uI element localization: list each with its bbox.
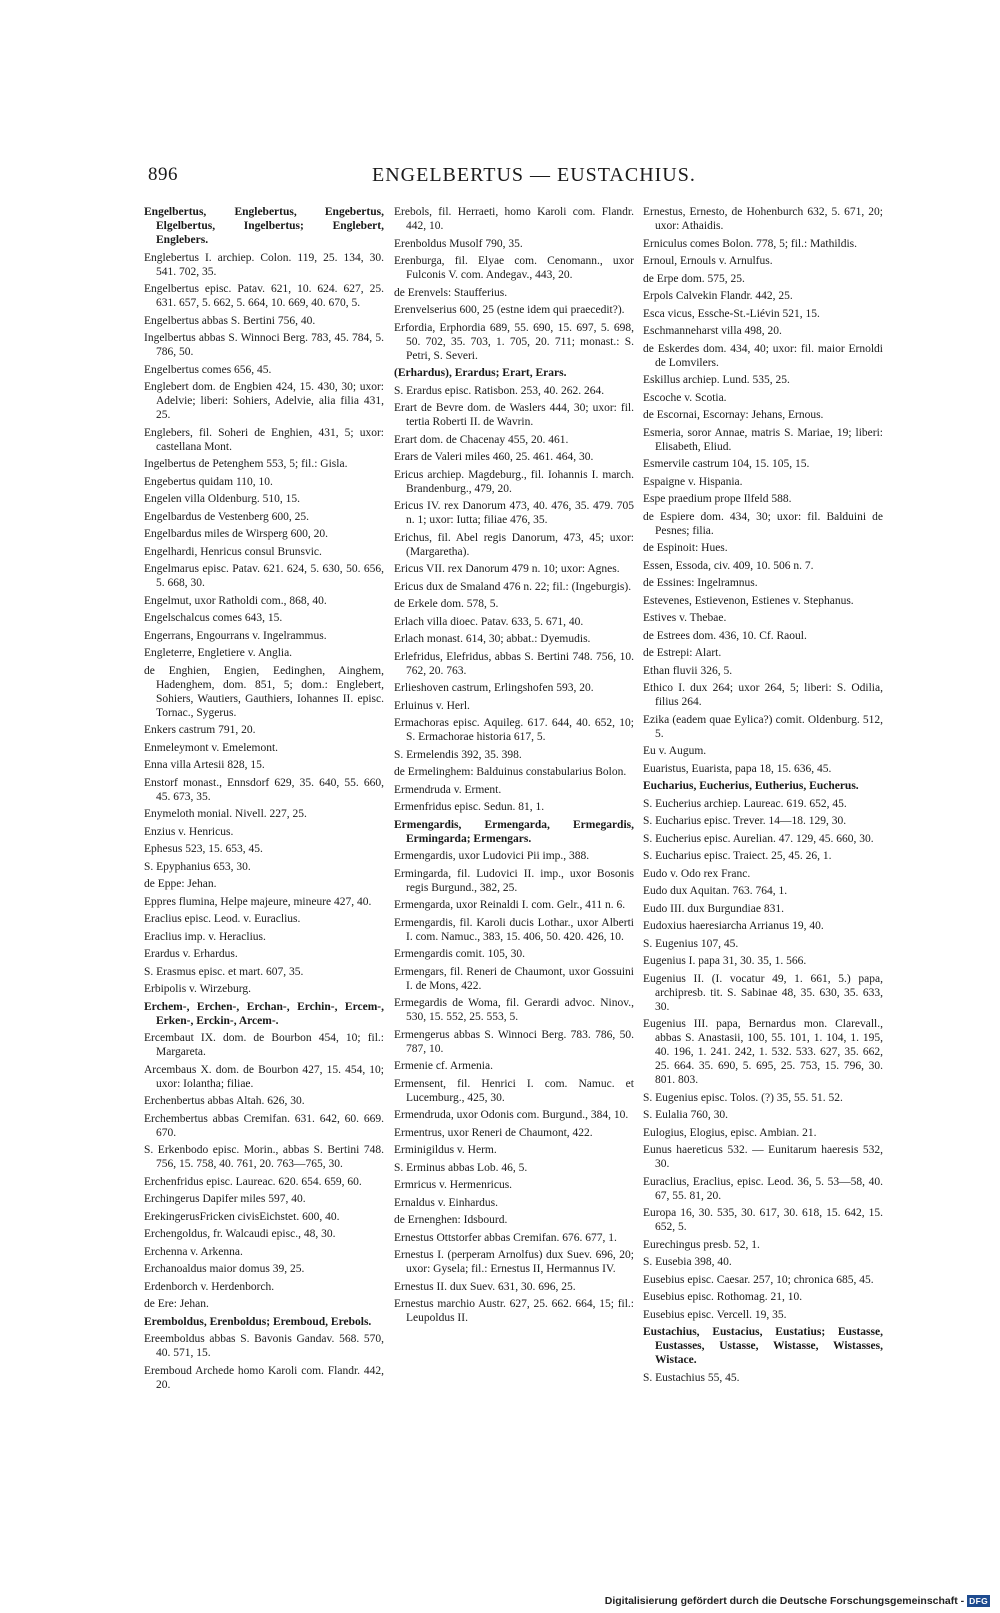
page-number: 896 <box>148 164 178 185</box>
index-entry: Erardus v. Erhardus. <box>144 948 238 960</box>
index-entry: Esmeria, soror Annae, matris S. Mariae, 19; liberi: Elisabeth, Eliud. <box>643 426 883 453</box>
index-entry: Eudo III. dux Burgundiae 831. <box>643 902 784 915</box>
index-entry: Eulogius, Elogius, episc. Ambian. 21. <box>643 1126 817 1139</box>
index-entry: Ercembaut IX. dom. de Bourbon 454, 10; fil.: Margareta. <box>144 1032 384 1058</box>
index-entry: Espaigne v. Hispania. <box>643 475 743 488</box>
index-entry: Ernestus marchio Austr. 627, 25. 662. 664, 15; fil.: Leupoldus II. <box>394 1298 634 1324</box>
index-entry: Erchingerus Dapifer miles 597, 40. <box>144 1193 306 1205</box>
index-entry: S. Eustachius 55, 45. <box>643 1371 740 1384</box>
index-entry: Ericus VII. rex Danorum 479 n. 10; uxor: Agnes. <box>394 563 620 575</box>
index-entry: de Erenvels: Staufferius. <box>394 286 508 299</box>
index-entry: Ernestus I. (perperam Arnolfus) dux Suev. 696, 20; uxor: Gysela; fil.: Ernestus II, Hermannus IV. <box>394 1249 634 1275</box>
index-entry: Engelbertus episc. Patav. 621, 10. 624. 627, 25. 631. 657, 5. 662, 5. 664, 10. 669, 40. 670, 5. <box>144 283 384 309</box>
index-entry: S. Erminus abbas Lob. 46, 5. <box>394 1161 528 1174</box>
index-entry: Esca vicus, Essche-St.-Liévin 521, 15. <box>643 307 820 320</box>
index-entry: Erlefridus, Elefridus, abbas S. Bertini 748. 756, 10. 762, 20. 763. <box>394 650 634 677</box>
index-entry: Engerrans, Engourrans v. Ingelrammus. <box>144 629 327 642</box>
index-entry: Erenburga, fil. Elyae com. Cenomann., uxor Fulconis V. com. Andegav., 443, 20. <box>394 255 634 281</box>
index-entry: S. Eugenius episc. Tolos. (?) 35, 55. 51. 52. <box>643 1091 843 1104</box>
index-entry: Arcembaus X. dom. de Bourbon 427, 15. 454, 10; uxor: Iolantha; filiae. <box>144 1063 384 1090</box>
index-entry: Ernestus II. dux Suev. 631, 30. 696, 25. <box>394 1280 576 1293</box>
index-entry: Essen, Essoda, civ. 409, 10. 506 n. 7. <box>643 559 814 572</box>
index-entry: de Erpe dom. 575, 25. <box>643 272 745 285</box>
index-entry: Ephesus 523, 15. 653, 45. <box>144 843 263 855</box>
index-entry: Engelbardus de Vestenberg 600, 25. <box>144 510 310 523</box>
index-entry: de Eppe: Jehan. <box>144 878 217 890</box>
index-entry: Engelbardus miles de Wirsperg 600, 20. <box>144 528 329 540</box>
index-entry: Erlach monast. 614, 30; abbat.: Dyemudis. <box>394 633 591 645</box>
index-column-3 <box>643 205 883 1388</box>
page-header <box>148 164 696 190</box>
index-entry: Eskillus archiep. Lund. 535, 25. <box>643 374 790 386</box>
index-entry: Ernaldus v. Einhardus. <box>394 1196 499 1209</box>
index-entry: Eu v. Augum. <box>643 745 707 757</box>
index-entry: Eppres flumina, Helpe majeure, mineure 427, 40. <box>144 895 372 908</box>
index-entry: Estevenes, Estievenon, Estienes v. Stephanus. <box>643 594 854 607</box>
index-entry: Erart dom. de Chacenay 455, 20. 461. <box>394 433 569 446</box>
index-entry: Eusebius episc. Vercell. 19, 35. <box>643 1308 787 1321</box>
index-entry: Euaristus, Euarista, papa 18, 15. 636, 45. <box>643 762 832 775</box>
index-entry: Ermengars, fil. Reneri de Chaumont, uxor Gossuini I. de Mons, 422. <box>394 965 634 992</box>
index-entry: Enna villa Artesii 828, 15. <box>144 759 265 771</box>
index-entry: Eurechingus presb. 52, 1. <box>643 1238 760 1251</box>
index-column-2 <box>394 205 634 1329</box>
index-entry: S. Eucherius episc. Aurelian. 47. 129, 45. 660, 30. <box>643 832 874 845</box>
index-entry: de Ere: Jehan. <box>144 1298 209 1310</box>
index-entry: Ethico I. dux 264; uxor 264, 5; liberi: S. Odilia, filius 264. <box>643 682 883 708</box>
index-entry: Ingelbertus abbas S. Winnoci Berg. 783, 45. 784, 5. 786, 50. <box>144 332 384 358</box>
index-entry: S. Erasmus episc. et mart. 607, 35. <box>144 965 304 978</box>
index-entry: Erlach villa dioec. Patav. 633, 5. 671, 40. <box>394 615 584 628</box>
index-entry: S. Eugenius 107, 45. <box>643 937 739 950</box>
index-heading: (Erhardus), Erardus; Erart, Erars. <box>394 367 567 379</box>
index-entry: Erchenfridus episc. Laureac. 620. 654. 659, 60. <box>144 1175 362 1188</box>
index-entry: Erichus, fil. Abel regis Danorum, 473, 45; uxor: (Margaretha). <box>394 531 634 558</box>
index-entry: S. Epyphanius 653, 30. <box>144 860 251 873</box>
index-entry: Ermengardis, uxor Ludovici Pii imp., 388. <box>394 850 590 862</box>
index-entry: Enkers castrum 791, 20. <box>144 724 256 736</box>
index-entry: S. Eulalia 760, 30. <box>643 1109 728 1121</box>
index-entry: Erfordia, Erphordia 689, 55. 690, 15. 697, 5. 698, 50. 702, 35. 703, 1. 705, 20. 711; monast.: S. Petri, S. Severi. <box>394 321 634 362</box>
index-entry: S. Eucherius archiep. Laureac. 619. 652, 45. <box>643 797 847 810</box>
index-entry: Ermengarda, uxor Reinaldi I. com. Gelr., 411 n. 6. <box>394 899 626 911</box>
index-entry: Enmeleymont v. Emelemont. <box>144 741 279 754</box>
index-entry: Engelmut, uxor Ratholdi com., 868, 40. <box>144 594 327 607</box>
index-entry: Erluinus v. Herl. <box>394 699 470 712</box>
index-entry: Engelschalcus comes 643, 15. <box>144 612 283 624</box>
index-heading: Eucharius, Eucherius, Eutherius, Eucherus. <box>643 780 859 792</box>
index-entry: Euraclius, Eraclius, episc. Leod. 36, 5. 53—58, 40. 67, 55. 81, 20. <box>643 1175 883 1202</box>
index-entry: Engelen villa Oldenburg. 510, 15. <box>144 493 300 505</box>
index-entry: de Estrepi: Alart. <box>643 647 722 659</box>
index-entry: Ermensent, fil. Henrici I. com. Namuc. et Lucemburg., 425, 30. <box>394 1077 634 1104</box>
index-entry: Esmervile castrum 104, 15. 105, 15. <box>643 458 810 470</box>
dfg-logo-icon: DFG <box>969 1596 988 1606</box>
index-entry: Ermenfridus episc. Sedun. 81, 1. <box>394 801 545 813</box>
index-entry: Erchembertus abbas Cremifan. 631. 642, 60. 669. 670. <box>144 1112 384 1139</box>
index-entry: Europa 16, 30. 535, 30. 617, 30. 618, 15. 642, 15. 652, 5. <box>643 1207 883 1233</box>
index-entry: Englebers, fil. Soheri de Enghien, 431, 5; uxor: castellana Mont. <box>144 426 384 453</box>
index-entry: Englebertus I. archiep. Colon. 119, 25. 134, 30. 541. 702, 35. <box>144 251 384 278</box>
index-entry: Ermachoras episc. Aquileg. 617. 644, 40. 652, 10; S. Ermachorae historia 617, 5. <box>394 717 634 743</box>
index-columns <box>136 205 906 1525</box>
index-entry: Erpols Calvekin Flandr. 442, 25. <box>643 290 793 302</box>
index-entry: Ermentrus, uxor Reneri de Chaumont, 422. <box>394 1126 593 1139</box>
index-column-1 <box>144 205 384 1395</box>
index-entry: Ermendruda, uxor Odonis com. Burgund., 384, 10. <box>394 1109 629 1121</box>
index-entry: de Enghien, Engien, Eedinghen, Ainghem, Hadenghem, dom. 851, 5; dom.: Englebert, Sohiers, Wautiers, Gauthiers, Iohannes II. episc. Tornac., Sygerus. <box>144 664 384 719</box>
index-entry: Ernestus, Ernesto, de Hohenburch 632, 5. 671, 20; uxor: Athaidis. <box>643 206 883 232</box>
index-entry: Ernoul, Ernouls v. Arnulfus. <box>643 255 773 267</box>
index-heading: Erchem-, Erchen-, Erchan-, Erchin-, Ercem-, Erken-, Erckin-, Arcem-. <box>144 1000 384 1027</box>
index-heading: Ermengardis, Ermengarda, Ermegardis, Ermingarda; Ermengars. <box>394 818 634 845</box>
index-entry: Escoche v. Scotia. <box>643 391 727 404</box>
funding-note: Digitalisierung gefördert durch die Deutsche Forschungsgemeinschaft - <box>604 1595 965 1607</box>
index-entry: Ericus dux de Smaland 476 n. 22; fil.: (Ingeburgis). <box>394 580 632 593</box>
index-entry: S. Erardus episc. Ratisbon. 253, 40. 262. 264. <box>394 384 605 397</box>
index-entry: Ermenie cf. Armenia. <box>394 1060 493 1072</box>
index-entry: S. Erkenbodo episc. Morin., abbas S. Bertini 748. 756, 15. 758, 40. 761, 20. 763—765, 30. <box>144 1144 384 1170</box>
index-entry: Eugenius I. papa 31, 30. 35, 1. 566. <box>643 955 807 967</box>
index-entry: Enstorf monast., Ennsdorf 629, 35. 640, 55. 660, 45. 673, 35. <box>144 776 384 803</box>
index-entry: Erebols, fil. Herraeti, homo Karoli com. Flandr. 442, 10. <box>394 206 634 232</box>
index-entry: Enzius v. Henricus. <box>144 825 234 838</box>
index-entry: de Ernenghen: Idsbourd. <box>394 1214 508 1226</box>
index-entry: Erenvelserius 600, 25 (estne idem qui praecedit?). <box>394 304 625 316</box>
index-entry: Erars de Valeri miles 460, 25. 461. 464, 30. <box>394 451 594 463</box>
index-entry: de Erkele dom. 578, 5. <box>394 598 499 610</box>
index-entry: Erenboldus Musolf 790, 35. <box>394 237 523 250</box>
index-entry: Ermingarda, fil. Ludovici II. imp., uxor Bosonis regis Burgund., 382, 25. <box>394 867 634 894</box>
index-entry: Ingelbertus de Petenghem 553, 5; fil.: Gisla. <box>144 458 348 470</box>
index-entry: Engelbertus comes 656, 45. <box>144 363 272 376</box>
index-entry: Ereemboldus abbas S. Bavonis Gandav. 568. 570, 40. 571, 15. <box>144 1333 384 1359</box>
index-entry: Engelhardi, Henricus consul Brunsvic. <box>144 545 322 558</box>
footer <box>605 1595 990 1607</box>
index-entry: Eudoxius haeresiarcha Arrianus 19, 40. <box>643 920 824 932</box>
index-entry: de Espiere dom. 434, 30; uxor: fil. Balduini de Pesnes; filia. <box>643 510 883 537</box>
index-entry: Eraclius imp. v. Heraclius. <box>144 930 266 943</box>
index-entry: Erminigildus v. Herm. <box>394 1144 497 1156</box>
index-entry: de Espinoit: Hues. <box>643 542 728 554</box>
index-heading: Eustachius, Eustacius, Eustatius; Eustasse, Eustasses, Ustasse, Wistasse, Wistasses, Wistace. <box>643 1326 883 1366</box>
index-entry: Ermendruda v. Erment. <box>394 783 502 796</box>
index-entry: Eraclius episc. Leod. v. Euraclius. <box>144 913 301 925</box>
index-entry: Ericus IV. rex Danorum 473, 40. 476, 35. 479. 705 n. 1; uxor: Iutta; filiae 476, 35. <box>394 500 634 526</box>
index-entry: Engelmarus episc. Patav. 621. 624, 5. 630, 50. 656, 5. 668, 30. <box>144 563 384 589</box>
index-entry: Ernestus Ottstorfer abbas Cremifan. 676. 677, 1. <box>394 1231 617 1244</box>
index-heading: Eremboldus, Erenboldus; Eremboud, Erebols. <box>144 1315 372 1328</box>
index-entry: Erchenna v. Arkenna. <box>144 1245 243 1258</box>
index-entry: Engleterre, Engletiere v. Anglia. <box>144 647 293 659</box>
index-entry: Erbipolis v. Wirzeburg. <box>144 983 251 995</box>
index-entry: Ermegardis de Woma, fil. Gerardi advoc. Ninov., 530, 15. 552, 25. 553, 5. <box>394 997 634 1023</box>
index-entry: de Eskerdes dom. 434, 40; uxor: fil. maior Ernoldi de Lomvilers. <box>643 342 883 369</box>
index-entry: Eusebius episc. Rothomag. 21, 10. <box>643 1291 803 1303</box>
index-entry: Eudo v. Odo rex Franc. <box>643 867 751 880</box>
index-entry: Enymeloth monial. Nivell. 227, 25. <box>144 808 307 820</box>
index-entry: Erniculus comes Bolon. 778, 5; fil.: Mathildis. <box>643 237 858 250</box>
index-entry: Ericus archiep. Magdeburg., fil. Iohannis I. march. Brandenburg., 479, 20. <box>394 468 634 495</box>
index-entry: de Ermelinghem: Balduinus constabularius Bolon. <box>394 766 627 778</box>
index-entry: S. Eucharius episc. Traiect. 25, 45. 26, 1. <box>643 850 832 862</box>
index-entry: Erchenbertus abbas Altah. 626, 30. <box>144 1095 305 1107</box>
index-entry: Engelbertus abbas S. Bertini 756, 40. <box>144 314 316 327</box>
index-entry: Eremboud Archede homo Karoli com. Flandr. 442, 20. <box>144 1364 384 1391</box>
index-heading: Engelbertus, Englebertus, Engebertus, Elgelbertus, Ingelbertus; Englebert, Englebers. <box>144 206 384 246</box>
index-entry: Espe praedium prope Ilfeld 588. <box>643 493 792 505</box>
index-entry: Ermengerus abbas S. Winnoci Berg. 783. 786, 50. 787, 10. <box>394 1028 634 1055</box>
index-entry: Erart de Bevre dom. de Waslers 444, 30; uxor: fil. tertia Roberti II. de Wavrin. <box>394 402 634 428</box>
index-entry: Estives v. Thebae. <box>643 612 727 624</box>
index-entry: Engebertus quidam 110, 10. <box>144 475 273 488</box>
index-entry: Ermengardis comit. 105, 30. <box>394 948 525 960</box>
index-entry: S. Eusebia 398, 40. <box>643 1256 732 1268</box>
index-entry: de Escornai, Escornay: Jehans, Ernous. <box>643 409 824 421</box>
index-entry: Ermricus v. Hermenricus. <box>394 1179 513 1191</box>
index-entry: S. Eucharius episc. Trever. 14—18. 129, 30. <box>643 815 847 827</box>
index-entry: Erlieshoven castrum, Erlingshofen 593, 20. <box>394 682 594 694</box>
index-entry: Englebert dom. de Engbien 424, 15. 430, 30; uxor: Adelvie; liberi: Sohiers, Adelvie, alia filia 431, 25. <box>144 381 384 421</box>
index-entry: Eunus haereticus 532. — Eunitarum haeresis 532, 30. <box>643 1144 883 1170</box>
index-entry: Ethan fluvii 326, 5. <box>643 664 733 677</box>
index-entry: S. Ermelendis 392, 35. 398. <box>394 748 522 761</box>
index-entry: Eugenius III. papa, Bernardus mon. Clarevall., abbas S. Anastasii, 100, 55. 101, 1. 104, 1. 195, 40. 196, 1. 241. 242, 1. 532. 533. 627, 35. 662, 25. 664. 35. 690, 5. 695, 25. 753, 15. 796, 30. 801. 803. <box>643 1018 883 1086</box>
index-entry: Eudo dux Aquitan. 763. 764, 1. <box>643 885 788 897</box>
index-entry: Eusebius episc. Caesar. 257, 10; chronica 685, 45. <box>643 1273 874 1286</box>
index-entry: Erchengoldus, fr. Walcaudi episc., 48, 30. <box>144 1228 336 1240</box>
index-entry: Eugenius II. (I. vocatur 49, 1. 661, 5.) papa, archipresb. tit. S. Sabinae 48, 35. 630, 35. 633, 30. <box>643 972 883 1013</box>
index-entry: de Essines: Ingelramnus. <box>643 577 758 589</box>
index-entry: Ermengardis, fil. Karoli ducis Lothar., uxor Alberti I. com. Namuc., 383, 15. 406, 50. 420. 426, 10. <box>394 916 634 943</box>
index-entry: Ezika (eadem quae Eylica?) comit. Oldenburg. 512, 5. <box>643 713 883 740</box>
index-entry: Erdenborch v. Herdenborch. <box>144 1280 275 1293</box>
index-entry: Erchanoaldus maior domus 39, 25. <box>144 1263 305 1275</box>
index-entry: ErekingerusFricken civisEichstet. 600, 40. <box>144 1210 340 1223</box>
index-entry: de Estrees dom. 436, 10. Cf. Raoul. <box>643 629 807 642</box>
index-entry: Eschmanneharst villa 498, 20. <box>643 325 782 337</box>
running-head: ENGELBERTUS — EUSTACHIUS. <box>372 164 696 186</box>
